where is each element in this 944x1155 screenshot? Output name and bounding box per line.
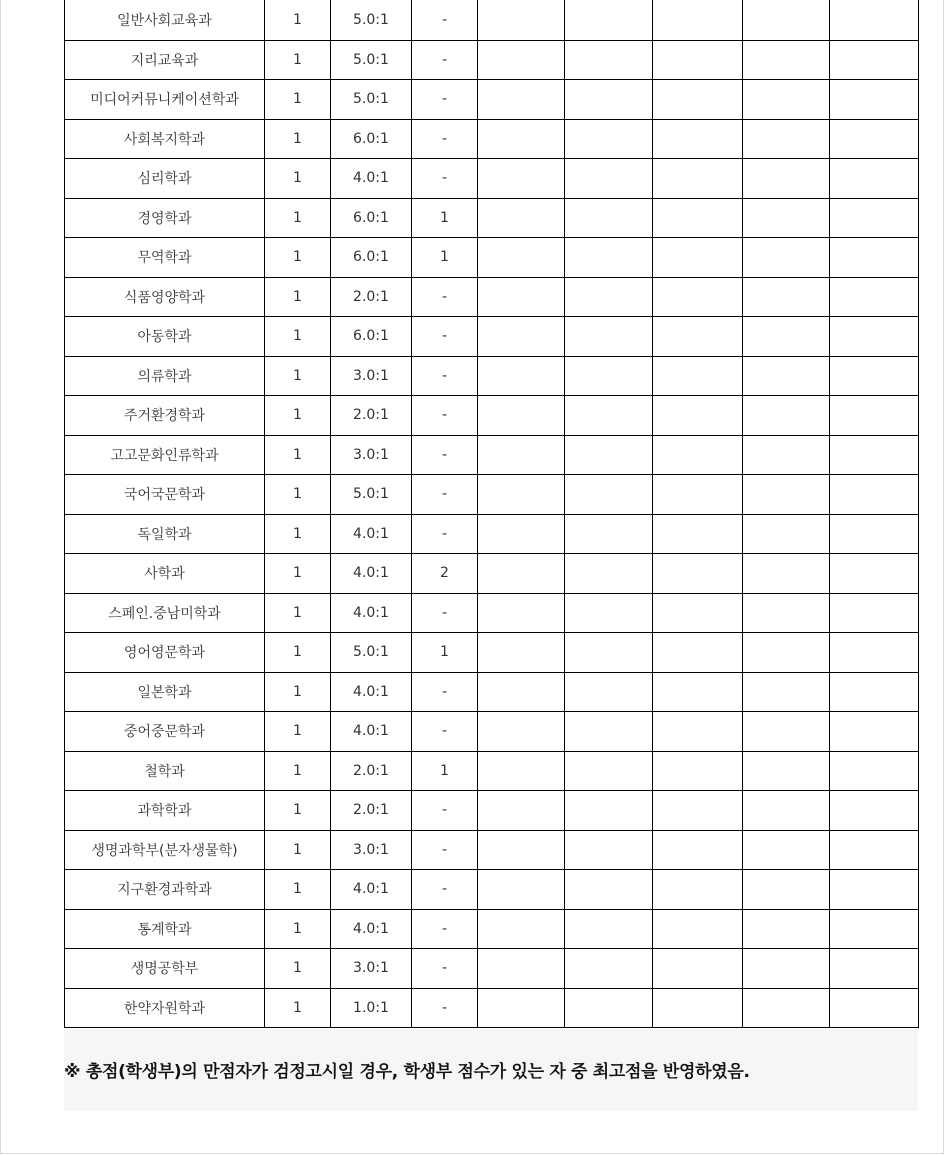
table-row (65, 396, 919, 436)
extra-cell: - (412, 593, 478, 633)
empty-cell (830, 830, 919, 870)
quota-cell: 1 (265, 870, 331, 910)
department-cell: 일반사회교육과 (65, 0, 265, 40)
empty-cell (478, 238, 565, 278)
empty-cell (830, 909, 919, 949)
empty-cell (830, 633, 919, 673)
empty-cell (653, 791, 743, 831)
empty-cell (653, 830, 743, 870)
table-row (65, 0, 919, 40)
empty-cell (565, 198, 653, 238)
department-cell: 영어영문학과 (65, 633, 265, 673)
competition-ratio-cell: 2.0:1 (331, 277, 412, 317)
note-area (64, 1029, 918, 1111)
empty-cell (653, 277, 743, 317)
quota-cell: 1 (265, 119, 331, 159)
empty-cell (565, 949, 653, 989)
extra-cell: - (412, 119, 478, 159)
competition-ratio-cell: 4.0:1 (331, 712, 412, 752)
empty-cell (830, 396, 919, 436)
table-row (65, 909, 919, 949)
table-row (65, 988, 919, 1028)
department-cell: 고고문화인류학과 (65, 435, 265, 475)
department-cell: 주거환경학과 (65, 396, 265, 436)
empty-cell (565, 40, 653, 80)
quota-cell: 1 (265, 40, 331, 80)
extra-cell: 1 (412, 198, 478, 238)
quota-cell: 1 (265, 238, 331, 278)
competition-ratio-cell: 4.0:1 (331, 909, 412, 949)
department-cell: 한약자원학과 (65, 988, 265, 1028)
empty-cell (478, 80, 565, 120)
empty-cell (478, 909, 565, 949)
empty-cell (565, 159, 653, 199)
competition-ratio-cell: 3.0:1 (331, 356, 412, 396)
quota-cell: 1 (265, 593, 331, 633)
competition-ratio-cell: 2.0:1 (331, 396, 412, 436)
empty-cell (478, 119, 565, 159)
extra-cell: 1 (412, 751, 478, 791)
competition-ratio-cell: 6.0:1 (331, 317, 412, 357)
empty-cell (653, 554, 743, 594)
empty-cell (653, 712, 743, 752)
empty-cell (830, 277, 919, 317)
competition-ratio-cell: 6.0:1 (331, 119, 412, 159)
department-cell: 스페인.중남미학과 (65, 593, 265, 633)
table-row (65, 830, 919, 870)
table-row (65, 435, 919, 475)
quota-cell: 1 (265, 988, 331, 1028)
empty-cell (830, 356, 919, 396)
empty-cell (565, 672, 653, 712)
quota-cell: 1 (265, 198, 331, 238)
empty-cell (478, 435, 565, 475)
empty-cell (478, 593, 565, 633)
quota-cell: 1 (265, 159, 331, 199)
quota-cell: 1 (265, 949, 331, 989)
quota-cell: 1 (265, 80, 331, 120)
empty-cell (653, 238, 743, 278)
table-row (65, 751, 919, 791)
table-row (65, 672, 919, 712)
department-cell: 아동학과 (65, 317, 265, 357)
empty-cell (830, 514, 919, 554)
table-row (65, 475, 919, 515)
table-row (65, 198, 919, 238)
empty-cell (653, 672, 743, 712)
empty-cell (478, 159, 565, 199)
extra-cell: - (412, 475, 478, 515)
empty-cell (653, 988, 743, 1028)
table-row (65, 238, 919, 278)
extra-cell: - (412, 435, 478, 475)
empty-cell (743, 475, 830, 515)
department-cell: 무역학과 (65, 238, 265, 278)
department-cell: 심리학과 (65, 159, 265, 199)
empty-cell (830, 159, 919, 199)
empty-cell (743, 396, 830, 436)
empty-cell (653, 909, 743, 949)
quota-cell: 1 (265, 317, 331, 357)
empty-cell (743, 238, 830, 278)
empty-cell (478, 751, 565, 791)
competition-ratio-cell: 4.0:1 (331, 159, 412, 199)
competition-ratio-cell: 4.0:1 (331, 593, 412, 633)
competition-ratio-cell: 5.0:1 (331, 633, 412, 673)
empty-cell (653, 0, 743, 40)
empty-cell (565, 830, 653, 870)
department-cell: 사회복지학과 (65, 119, 265, 159)
empty-cell (830, 198, 919, 238)
empty-cell (565, 633, 653, 673)
competition-ratio-cell: 3.0:1 (331, 435, 412, 475)
empty-cell (478, 40, 565, 80)
extra-cell: 2 (412, 554, 478, 594)
empty-cell (653, 633, 743, 673)
empty-cell (830, 988, 919, 1028)
empty-cell (743, 593, 830, 633)
empty-cell (565, 435, 653, 475)
department-cell: 국어국문학과 (65, 475, 265, 515)
extra-cell: 1 (412, 633, 478, 673)
department-cell: 사학과 (65, 554, 265, 594)
empty-cell (565, 870, 653, 910)
empty-cell (743, 40, 830, 80)
extra-cell: - (412, 949, 478, 989)
competition-ratio-cell: 4.0:1 (331, 672, 412, 712)
quota-cell: 1 (265, 633, 331, 673)
quota-cell: 1 (265, 475, 331, 515)
empty-cell (830, 672, 919, 712)
empty-cell (478, 988, 565, 1028)
empty-cell (565, 909, 653, 949)
competition-ratio-cell: 2.0:1 (331, 751, 412, 791)
table-row (65, 356, 919, 396)
department-cell: 독일학과 (65, 514, 265, 554)
competition-ratio-cell: 2.0:1 (331, 791, 412, 831)
department-cell: 생명공학부 (65, 949, 265, 989)
table-row (65, 159, 919, 199)
empty-cell (478, 712, 565, 752)
empty-cell (830, 475, 919, 515)
extra-cell: - (412, 159, 478, 199)
empty-cell (743, 277, 830, 317)
extra-cell: - (412, 514, 478, 554)
quota-cell: 1 (265, 356, 331, 396)
empty-cell (478, 633, 565, 673)
empty-cell (743, 830, 830, 870)
empty-cell (565, 593, 653, 633)
empty-cell (743, 633, 830, 673)
empty-cell (743, 554, 830, 594)
competition-ratio-cell: 5.0:1 (331, 0, 412, 40)
admission-table (64, 0, 919, 1028)
extra-cell: - (412, 0, 478, 40)
empty-cell (743, 909, 830, 949)
empty-cell (653, 870, 743, 910)
empty-cell (653, 514, 743, 554)
department-cell: 의류학과 (65, 356, 265, 396)
table-row (65, 593, 919, 633)
department-cell: 경영학과 (65, 198, 265, 238)
empty-cell (653, 159, 743, 199)
extra-cell: - (412, 672, 478, 712)
table-row (65, 317, 919, 357)
empty-cell (478, 870, 565, 910)
department-cell: 중어중문학과 (65, 712, 265, 752)
empty-cell (743, 119, 830, 159)
empty-cell (830, 238, 919, 278)
quota-cell: 1 (265, 435, 331, 475)
empty-cell (653, 396, 743, 436)
competition-ratio-cell: 6.0:1 (331, 238, 412, 278)
empty-cell (478, 830, 565, 870)
competition-ratio-cell: 5.0:1 (331, 475, 412, 515)
empty-cell (565, 475, 653, 515)
empty-cell (478, 356, 565, 396)
empty-cell (565, 514, 653, 554)
table-row (65, 633, 919, 673)
extra-cell: - (412, 80, 478, 120)
empty-cell (743, 198, 830, 238)
competition-ratio-cell: 3.0:1 (331, 949, 412, 989)
empty-cell (565, 119, 653, 159)
empty-cell (478, 396, 565, 436)
empty-cell (478, 0, 565, 40)
empty-cell (743, 0, 830, 40)
table-row (65, 80, 919, 120)
empty-cell (565, 238, 653, 278)
empty-cell (478, 949, 565, 989)
quota-cell: 1 (265, 514, 331, 554)
quota-cell: 1 (265, 554, 331, 594)
quota-cell: 1 (265, 672, 331, 712)
empty-cell (830, 40, 919, 80)
table-row (65, 870, 919, 910)
empty-cell (653, 40, 743, 80)
empty-cell (743, 435, 830, 475)
empty-cell (830, 593, 919, 633)
empty-cell (478, 791, 565, 831)
empty-cell (478, 554, 565, 594)
empty-cell (743, 317, 830, 357)
competition-ratio-cell: 4.0:1 (331, 514, 412, 554)
quota-cell: 1 (265, 0, 331, 40)
competition-ratio-cell: 5.0:1 (331, 80, 412, 120)
department-cell: 철학과 (65, 751, 265, 791)
empty-cell (830, 870, 919, 910)
table-row (65, 712, 919, 752)
empty-cell (478, 672, 565, 712)
empty-cell (565, 80, 653, 120)
empty-cell (565, 277, 653, 317)
empty-cell (830, 791, 919, 831)
empty-cell (653, 80, 743, 120)
quota-cell: 1 (265, 396, 331, 436)
empty-cell (743, 159, 830, 199)
empty-cell (565, 317, 653, 357)
empty-cell (478, 514, 565, 554)
empty-cell (830, 317, 919, 357)
competition-ratio-cell: 3.0:1 (331, 830, 412, 870)
empty-cell (565, 356, 653, 396)
table-row (65, 791, 919, 831)
empty-cell (743, 80, 830, 120)
empty-cell (830, 712, 919, 752)
empty-cell (653, 356, 743, 396)
department-cell: 생명과학부(분자생물학) (65, 830, 265, 870)
competition-ratio-cell: 5.0:1 (331, 40, 412, 80)
empty-cell (830, 949, 919, 989)
department-cell: 과학학과 (65, 791, 265, 831)
empty-cell (830, 435, 919, 475)
empty-cell (565, 791, 653, 831)
quota-cell: 1 (265, 277, 331, 317)
empty-cell (743, 791, 830, 831)
empty-cell (743, 870, 830, 910)
competition-ratio-cell: 4.0:1 (331, 554, 412, 594)
empty-cell (478, 277, 565, 317)
department-cell: 지구환경과학과 (65, 870, 265, 910)
table-row (65, 514, 919, 554)
empty-cell (478, 317, 565, 357)
quota-cell: 1 (265, 909, 331, 949)
extra-cell: - (412, 830, 478, 870)
quota-cell: 1 (265, 712, 331, 752)
extra-cell: - (412, 277, 478, 317)
empty-cell (653, 317, 743, 357)
empty-cell (830, 0, 919, 40)
extra-cell: - (412, 317, 478, 357)
extra-cell: - (412, 712, 478, 752)
extra-cell: 1 (412, 238, 478, 278)
table-row (65, 949, 919, 989)
empty-cell (830, 119, 919, 159)
empty-cell (653, 198, 743, 238)
extra-cell: - (412, 356, 478, 396)
empty-cell (565, 0, 653, 40)
department-cell: 일본학과 (65, 672, 265, 712)
department-cell: 지리교육과 (65, 40, 265, 80)
footnote: ※ 총점(학생부)의 만점자가 검정고시일 경우, 학생부 점수가 있는 자 중 최고점을 반영하였음. (64, 1062, 750, 1082)
empty-cell (743, 672, 830, 712)
table-row (65, 554, 919, 594)
empty-cell (653, 949, 743, 989)
empty-cell (830, 751, 919, 791)
table-row (65, 40, 919, 80)
empty-cell (653, 475, 743, 515)
empty-cell (565, 988, 653, 1028)
empty-cell (743, 988, 830, 1028)
empty-cell (653, 119, 743, 159)
competition-ratio-cell: 1.0:1 (331, 988, 412, 1028)
department-cell: 미디어커뮤니케이션학과 (65, 80, 265, 120)
empty-cell (565, 396, 653, 436)
competition-ratio-cell: 6.0:1 (331, 198, 412, 238)
extra-cell: - (412, 909, 478, 949)
empty-cell (743, 751, 830, 791)
department-cell: 식품영양학과 (65, 277, 265, 317)
extra-cell: - (412, 870, 478, 910)
quota-cell: 1 (265, 751, 331, 791)
empty-cell (830, 80, 919, 120)
quota-cell: 1 (265, 830, 331, 870)
empty-cell (565, 712, 653, 752)
empty-cell (743, 356, 830, 396)
empty-cell (565, 751, 653, 791)
department-cell: 통계학과 (65, 909, 265, 949)
empty-cell (653, 435, 743, 475)
empty-cell (478, 198, 565, 238)
table-body (65, 0, 919, 1028)
empty-cell (743, 712, 830, 752)
extra-cell: - (412, 40, 478, 80)
table-row (65, 277, 919, 317)
table-row (65, 119, 919, 159)
extra-cell: - (412, 396, 478, 436)
extra-cell: - (412, 791, 478, 831)
competition-ratio-cell: 4.0:1 (331, 870, 412, 910)
empty-cell (478, 475, 565, 515)
empty-cell (653, 593, 743, 633)
empty-cell (565, 554, 653, 594)
extra-cell: - (412, 988, 478, 1028)
empty-cell (743, 514, 830, 554)
empty-cell (830, 554, 919, 594)
empty-cell (743, 949, 830, 989)
empty-cell (653, 751, 743, 791)
quota-cell: 1 (265, 791, 331, 831)
